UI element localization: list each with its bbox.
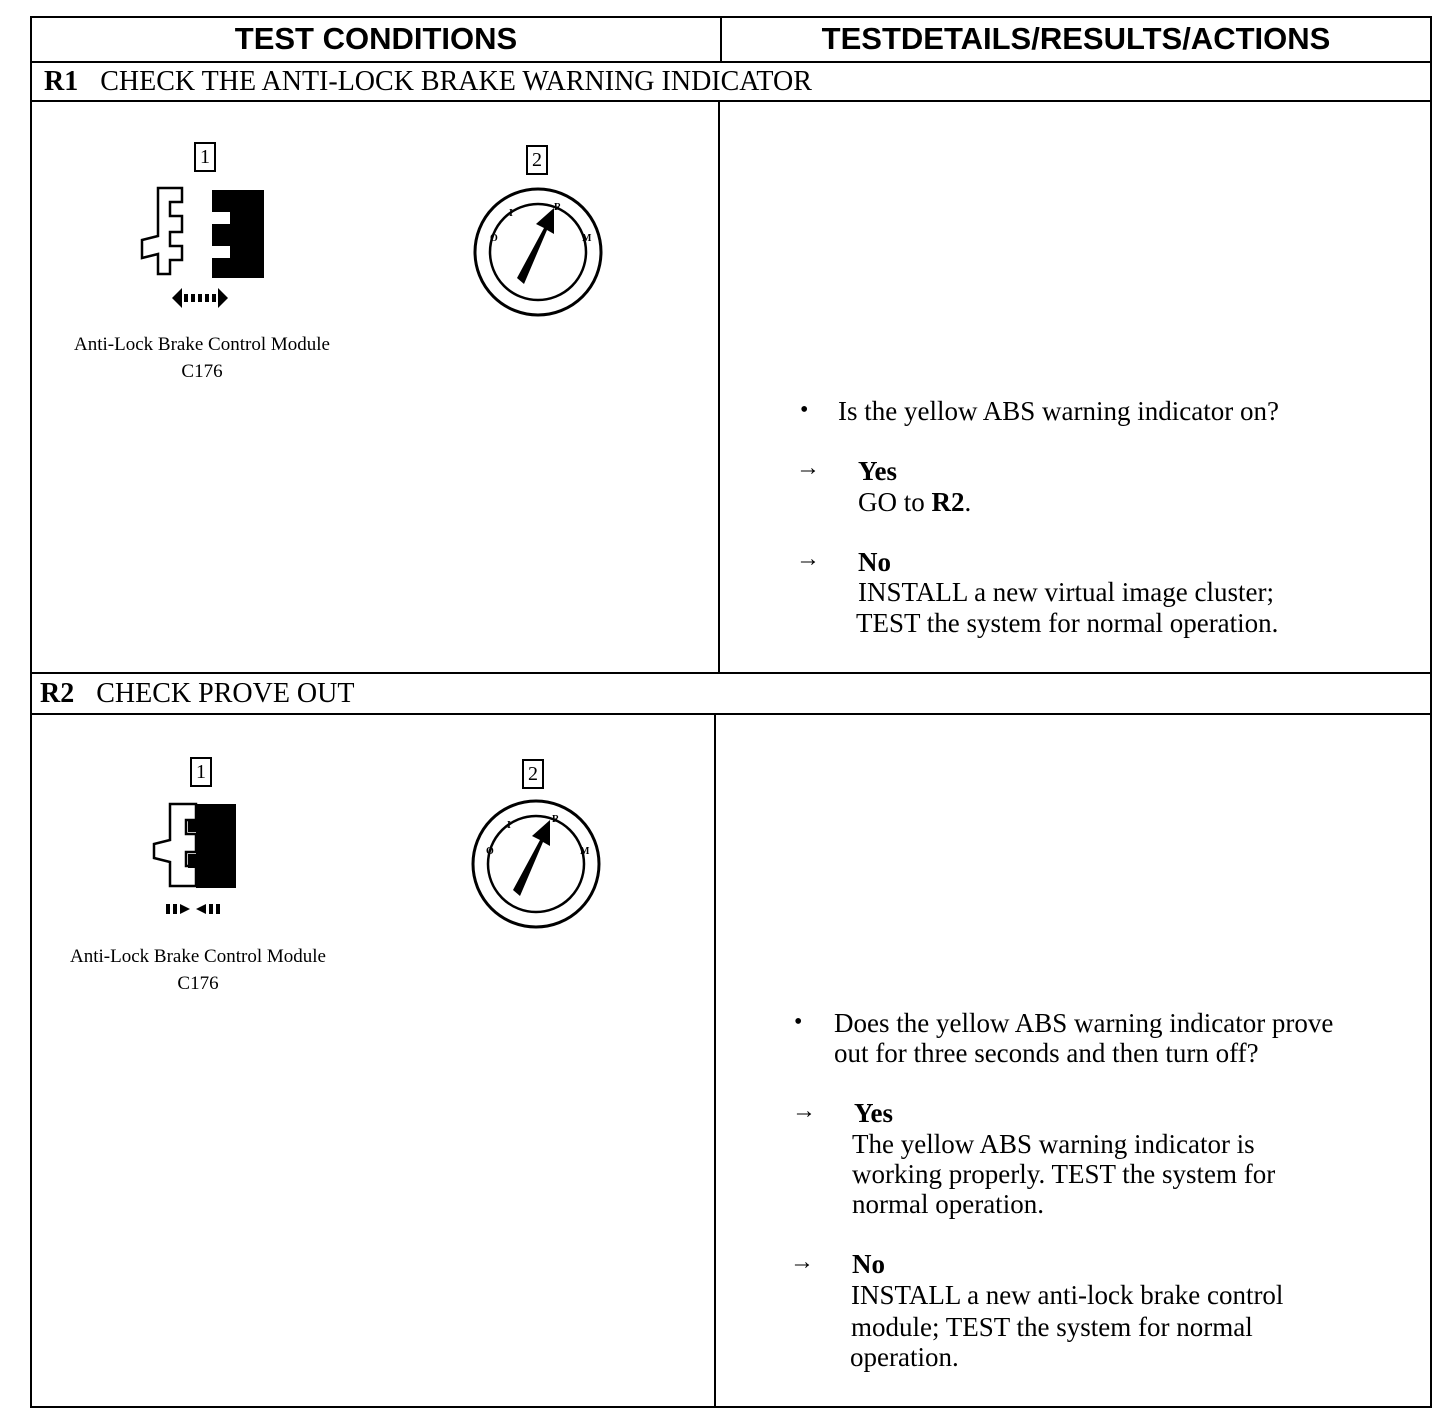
r2-yes-arrow-icon: → bbox=[792, 1098, 816, 1124]
r1-step-id: R1 bbox=[44, 66, 79, 97]
r1-no-label: No bbox=[858, 547, 891, 577]
r1-switch-label-m: M bbox=[582, 233, 592, 244]
r1-connector-disconnected-icon bbox=[130, 180, 280, 310]
r2-question-bullet: • bbox=[794, 1009, 803, 1035]
r2-switch-label-m: M bbox=[580, 846, 590, 857]
r2-switch-label-r: R bbox=[552, 814, 560, 825]
r1-yes-text-prefix: GO to bbox=[858, 487, 932, 517]
r1-switch-label-r: R bbox=[554, 202, 562, 213]
r1-question: Is the yellow ABS warning indicator on? bbox=[838, 396, 1279, 426]
r1-caption-line2: C176 bbox=[181, 361, 223, 382]
r1-no-arrow-icon: → bbox=[796, 546, 820, 572]
r1-question-bullet: • bbox=[800, 397, 809, 423]
header-test-conditions: TEST CONDITIONS bbox=[234, 21, 518, 56]
r2-caption-line1: Anti-Lock Brake Control Module bbox=[70, 946, 326, 967]
r2-no-label: No bbox=[852, 1249, 885, 1279]
r2-caption-line2: C176 bbox=[177, 973, 219, 994]
header-divider bbox=[30, 61, 1432, 63]
r1-module-caption bbox=[52, 331, 352, 385]
r2-no-arrow-icon: → bbox=[790, 1249, 814, 1275]
r2-step1-number: 1 bbox=[190, 757, 212, 787]
r1-step2-number: 2 bbox=[526, 145, 548, 175]
r1-caption-line1: Anti-Lock Brake Control Module bbox=[74, 334, 330, 355]
r1-yes-action bbox=[858, 487, 971, 518]
r2-step-title: CHECK PROVE OUT bbox=[96, 678, 355, 709]
r1-step1-number: 1 bbox=[194, 142, 216, 172]
r2-ignition-switch-icon bbox=[470, 798, 602, 930]
r2-step-id: R2 bbox=[40, 678, 75, 709]
r2-question-line1: Does the yellow ABS warning indicator prove bbox=[834, 1008, 1334, 1038]
r2-yes-line1: The yellow ABS warning indicator is bbox=[852, 1129, 1255, 1159]
r2-column-divider bbox=[714, 713, 716, 1407]
r2-yes-line3: normal operation. bbox=[852, 1189, 1044, 1219]
r1-title-divider bbox=[30, 100, 1432, 102]
r1-no-line2: TEST the system for normal operation. bbox=[856, 608, 1279, 638]
r2-connector-connected-icon bbox=[140, 800, 250, 925]
r2-module-caption bbox=[48, 943, 348, 997]
r2-title bbox=[40, 676, 354, 712]
r2-switch-label-o: O bbox=[486, 846, 494, 857]
r2-no-line1: INSTALL a new anti-lock brake control bbox=[851, 1280, 1284, 1310]
r1-title bbox=[44, 64, 812, 100]
r1-yes-arrow-icon: → bbox=[796, 455, 820, 481]
r2-yes-line2: working properly. TEST the system for bbox=[852, 1159, 1276, 1189]
r1-yes-text-ref: R2 bbox=[931, 487, 965, 517]
r2-switch-label-i: I bbox=[507, 820, 511, 831]
r2-no-line3: operation. bbox=[850, 1342, 959, 1372]
r2-no-line2: module; TEST the system for normal bbox=[851, 1312, 1253, 1342]
r1-bottom-divider bbox=[30, 672, 1432, 674]
r1-yes-text-suffix: . bbox=[964, 487, 972, 517]
r1-step-title: CHECK THE ANTI-LOCK BRAKE WARNING INDICATOR bbox=[100, 66, 812, 97]
r2-yes-label: Yes bbox=[854, 1098, 893, 1128]
r2-title-divider bbox=[30, 713, 1432, 715]
r1-switch-label-o: O bbox=[490, 233, 498, 244]
r1-column-divider bbox=[718, 100, 720, 673]
r2-step2-number: 2 bbox=[522, 759, 544, 789]
r1-ignition-switch-icon bbox=[472, 186, 604, 318]
header-test-details: TESTDETAILS/RESULTS/ACTIONS bbox=[821, 21, 1331, 56]
r1-no-line1: INSTALL a new virtual image cluster; bbox=[858, 577, 1274, 607]
r1-yes-label: Yes bbox=[858, 456, 897, 486]
r2-question-line2: out for three seconds and then turn off? bbox=[834, 1038, 1259, 1068]
r1-switch-label-i: I bbox=[509, 208, 513, 219]
